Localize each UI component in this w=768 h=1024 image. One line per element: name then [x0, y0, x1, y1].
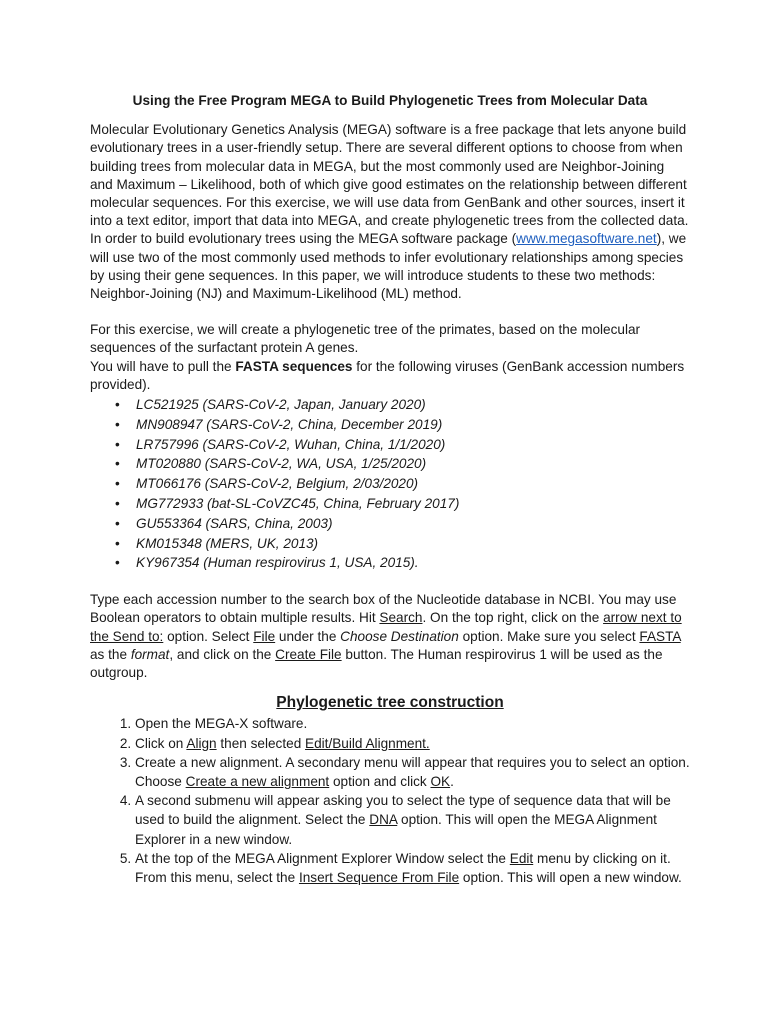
para5-text: as the	[90, 646, 131, 662]
fasta-instruction-paragraph	[90, 358, 690, 394]
step-text: option and click	[329, 774, 431, 790]
list-item	[135, 753, 690, 791]
fasta-sequences-emphasis: FASTA sequences	[235, 358, 353, 374]
step-text: A second submenu will appear asking you to select the type of sequence data that will be used to build the alignment. Select the	[135, 793, 671, 828]
virus-accession-list	[90, 395, 690, 573]
para2-text-after: ), we will use two of the most commonly used methods to infer evolutionary relationships among species by using their gene sequences. In this paper, we will introduce students to these two methods: Neighbor-Joining (NJ) and Maximum-Likelihood (ML) method.	[90, 231, 687, 302]
edit-build-alignment-term: Edit/Build Alignment.	[305, 735, 430, 751]
choose-destination-term: Choose Destination	[340, 628, 459, 644]
document-page	[90, 92, 690, 887]
list-item	[135, 734, 690, 753]
para5-text: option. Select	[163, 628, 254, 644]
ok-term: OK	[430, 774, 451, 790]
mega-methods-paragraph	[90, 230, 690, 303]
list-item: • KY967354 (Human respirovirus 1, USA, 2015).	[136, 553, 690, 573]
para4-text-before: You will have to pull the	[90, 358, 236, 374]
step-text: At the top of the MEGA Alignment Explorer Window select the	[135, 850, 510, 866]
para5-text: . On the top right, click on the	[422, 610, 604, 626]
para5-text: option. Make sure you select	[458, 628, 640, 644]
list-item: • LC521925 (SARS-CoV-2, Japan, January 2020)	[136, 395, 690, 415]
exercise-paragraph: For this exercise, we will create a phylogenetic tree of the primates, based on the molecular sequences of the surfactant protein A genes.	[90, 322, 641, 356]
intro-paragraph: Molecular Evolutionary Genetics Analysis (MEGA) software is a free package that lets anyone build evolutionary trees in a user-friendly setup. There are several different options to choose from when building trees from molecular data in MEGA, but the most commonly used are Neighbor-Joining and Maximum – Likelihood, both of which give good estimates on the relationship between different molecular sequences. For this exercise, we will use data from GenBank and other sources, insert it into a text editor, import that data into MEGA, and create phylogenetic trees from the collected data.	[90, 122, 689, 229]
format-term: format	[130, 646, 170, 662]
list-item: • MT066176 (SARS-CoV-2, Belgium, 2/03/2020)	[136, 474, 690, 494]
megasoftware-link[interactable]: www.megasoftware.net	[516, 231, 657, 247]
fasta-term: FASTA	[639, 628, 681, 644]
step-text: option. This will open a new window.	[459, 870, 682, 886]
create-new-alignment-term: Create a new alignment	[185, 774, 330, 790]
construction-steps-list	[90, 714, 690, 887]
list-item: • MG772933 (bat-SL-CoVZC45, China, February 2017)	[136, 494, 690, 514]
edit-menu-term: Edit	[509, 850, 534, 866]
file-term: File	[253, 628, 276, 644]
list-item: • MT020880 (SARS-CoV-2, WA, USA, 1/25/2020)	[136, 454, 690, 474]
step-text: .	[450, 774, 454, 790]
list-item: 1. Open the MEGA-X software.	[135, 714, 690, 733]
step-text: then selected	[216, 735, 306, 751]
insert-sequence-from-file-term: Insert Sequence From File	[298, 870, 460, 886]
list-item	[135, 791, 690, 849]
dna-term: DNA	[369, 812, 398, 828]
para5-text: , and click on the	[169, 646, 276, 662]
para5-text: button. The Human respirovirus 1 will be used as the outgroup.	[90, 646, 663, 681]
list-item: • KM015348 (MERS, UK, 2013)	[136, 534, 690, 554]
step-text: Click on	[135, 735, 187, 751]
create-file-term: Create File	[275, 646, 342, 662]
list-item: • MN908947 (SARS-CoV-2, China, December 2019)	[136, 415, 690, 435]
para2-text-before: In order to build evolutionary trees using the MEGA software package (	[90, 231, 517, 247]
step-text: Create a new alignment. A secondary menu will appear that requires you to select an option. Choose	[135, 754, 690, 790]
document-title: Using the Free Program MEGA to Build Phylogenetic Trees from Molecular Data	[132, 93, 648, 108]
para4-text-after: for the following viruses (GenBank accession numbers provided).	[90, 358, 685, 392]
section-heading: Phylogenetic tree construction	[276, 694, 504, 712]
step-text: option. This will open the MEGA Alignment Explorer in a new window.	[135, 812, 657, 847]
list-item	[135, 849, 690, 887]
step-text: menu by clicking on it. From this menu, select the	[135, 850, 671, 886]
para5-text: under the	[275, 628, 341, 644]
paragraph-gap	[90, 573, 690, 591]
send-to-arrow-term: arrow next to the Send to:	[90, 610, 682, 644]
list-item: • LR757996 (SARS-CoV-2, Wuhan, China, 1/1/2020)	[136, 435, 690, 455]
search-term: Search	[379, 610, 423, 626]
ncbi-instructions-paragraph	[90, 591, 690, 682]
para5-text: Type each accession number to the search box of the Nucleotide database in NCBI. You may use Boolean operators to obtain multiple results. Hit	[90, 592, 677, 626]
paragraph-gap	[90, 303, 690, 321]
align-term: Align	[186, 735, 217, 751]
list-item: • GU553364 (SARS, China, 2003)	[136, 514, 690, 534]
